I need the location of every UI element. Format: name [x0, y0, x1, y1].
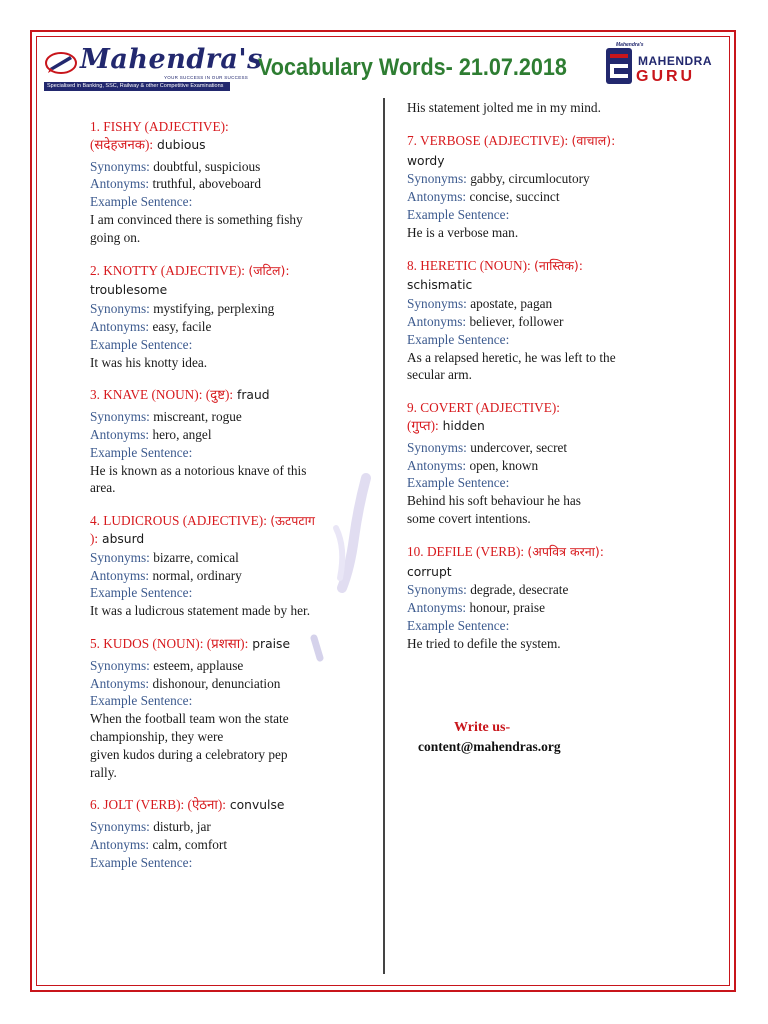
english-meaning: schismatic [407, 278, 473, 293]
entry-heading: 4. LUDICROUS (ADJECTIVE): (ऊटपटाग [90, 513, 315, 529]
brand-name: Mahendra's [80, 44, 263, 75]
antonyms-line: Antonyms: normal, ordinary [90, 567, 242, 583]
hindi-meaning: (गुप्त): [407, 417, 439, 433]
example-sentence: Behind his soft behaviour he has [407, 493, 581, 509]
vocab-entry [407, 399, 663, 528]
vocab-entry [407, 132, 663, 242]
example-label: Example Sentence: [407, 206, 510, 222]
entry-heading: 8. HERETIC (NOUN): (नास्तिक): [407, 257, 584, 273]
example-label: Example Sentence: [90, 194, 193, 210]
english-meaning: convulse [225, 798, 285, 813]
synonyms-line: Synonyms: disturb, jar [90, 819, 211, 835]
vocab-entry [90, 796, 372, 871]
left-column [90, 118, 372, 886]
brand-tagline: YOUR SUCCESS IN OUR SUCCESS [164, 75, 249, 80]
antonyms-line: Antonyms: calm, comfort [90, 836, 228, 852]
hindi-meaning: (ऊटपटाग [270, 513, 315, 529]
antonyms-line: Antonyms: concise, succinct [407, 189, 560, 205]
synonyms-line: Synonyms: bizarre, comical [90, 549, 239, 565]
hindi-meaning: (प्रशसा): [206, 635, 249, 651]
page-title: Vocabulary Words- 21.07.2018 [258, 54, 567, 81]
example-label: Example Sentence: [90, 444, 193, 460]
right-column [407, 99, 663, 668]
mahendra-guru-logo [602, 42, 712, 90]
vocab-entry [407, 257, 663, 385]
english-meaning: praise [248, 636, 291, 651]
example-sentence: going on. [90, 229, 141, 245]
hindi-meaning: (जटिल): [248, 262, 290, 278]
example-label: Example Sentence: [407, 331, 510, 347]
synonyms-line: Synonyms: undercover, secret [407, 439, 568, 455]
vocab-entry [407, 543, 663, 653]
entry-heading: 1. FISHY (ADJECTIVE): [90, 119, 229, 134]
example-sentence: It was his knotty idea. [90, 354, 208, 370]
example-sentence: He is a verbose man. [407, 224, 519, 240]
example-sentence: As a relapsed heretic, he was left to the [407, 349, 616, 365]
antonyms-line: Antonyms: hero, angel [90, 426, 212, 442]
example-sentence: secular arm. [407, 367, 472, 383]
hindi-meaning: (सदेहजनक): [90, 136, 154, 152]
brand-strip: Specialised in Banking, SSC, Railway & other Competitive Examinations [44, 82, 230, 91]
entry-heading: 7. VERBOSE (ADJECTIVE): (वाचाल): [407, 132, 616, 148]
example-sentence: area. [90, 480, 116, 496]
vocab-entry [90, 118, 372, 247]
example-sentence: given kudos during a celebratory pep [90, 746, 288, 762]
example-sentence: He is known as a notorious knave of this [90, 462, 307, 478]
example-label: Example Sentence: [90, 693, 193, 709]
entry-heading: 6. JOLT (VERB): (ऐठना): convulse [90, 797, 285, 813]
antonyms-line: Antonyms: dishonour, denunciation [90, 675, 281, 691]
example-sentence: When the football team won the state [90, 711, 289, 727]
antonyms-line: Antonyms: truthful, aboveboard [90, 176, 261, 192]
guru-logo-word1: MAHENDRA [638, 54, 712, 68]
synonyms-line: Synonyms: mystifying, perplexing [90, 301, 275, 317]
english-meaning: fraud [233, 388, 270, 403]
synonyms-line: Synonyms: miscreant, rogue [90, 409, 242, 425]
pen-nib-icon [44, 48, 78, 76]
mahendras-logo [44, 44, 263, 94]
contact-email[interactable]: content@mahendras.org [418, 739, 561, 754]
entry-heading: 10. DEFILE (VERB): (अपवित्र करना): [407, 543, 604, 559]
english-meaning: troublesome [90, 283, 168, 298]
entry-meaning-line [407, 417, 663, 436]
synonyms-line: Synonyms: degrade, desecrate [407, 582, 569, 598]
synonyms-line: Synonyms: gabby, circumlocutory [407, 171, 590, 187]
english-meaning: wordy [407, 153, 445, 168]
example-label: Example Sentence: [407, 475, 510, 491]
example-label: Example Sentence: [407, 617, 510, 633]
synonyms-line: Synonyms: doubtful, suspicious [90, 158, 261, 174]
example-sentence: I am convinced there is something fishy [90, 211, 303, 227]
hindi-meaning: (दुष्ट): [205, 387, 234, 403]
antonyms-line: Antonyms: honour, praise [407, 600, 545, 616]
example-sentence: championship, they were [90, 728, 224, 744]
example-sentence-continued: His statement jolted me in my mind. [407, 100, 601, 115]
example-sentence: rally. [90, 764, 117, 780]
english-meaning: dubious [153, 137, 206, 152]
vocab-entry [90, 262, 372, 372]
synonyms-line: Synonyms: apostate, pagan [407, 296, 553, 312]
example-sentence: It was a ludicrous statement made by her. [90, 603, 311, 619]
example-label: Example Sentence: [90, 336, 193, 352]
synonyms-line: Synonyms: esteem, applause [90, 657, 244, 673]
hindi-meaning: (वाचाल): [571, 132, 616, 148]
hindi-meaning: (ऐठना): [187, 797, 226, 813]
antonyms-line: Antonyms: believer, follower [407, 313, 564, 329]
vocab-entry [90, 512, 372, 620]
example-label: Example Sentence: [90, 854, 193, 870]
english-meaning: hidden [438, 418, 485, 433]
vocab-entry [90, 386, 372, 497]
example-sentence: some covert intentions. [407, 510, 531, 526]
hindi-meaning: (नास्तिक): [534, 257, 584, 273]
antonyms-line: Antonyms: open, known [407, 457, 539, 473]
entry-meaning-line: ): absurd [90, 530, 145, 546]
antonyms-line: Antonyms: easy, facile [90, 318, 212, 334]
entry-heading: 9. COVERT (ADJECTIVE): [407, 400, 560, 416]
guru-logo-top: Mahendra's [616, 42, 644, 48]
entry-heading: 5. KUDOS (NOUN): (प्रशसा): praise [90, 635, 291, 651]
english-meaning: corrupt [407, 564, 452, 579]
entry-heading: 3. KNAVE (NOUN): (दुष्ट): fraud [90, 387, 270, 403]
example-sentence: He tried to defile the system. [407, 635, 561, 651]
hindi-meaning: (अपवित्र करना): [527, 543, 604, 559]
vocab-entry [90, 635, 372, 781]
entry-heading: 2. KNOTTY (ADJECTIVE): (जटिल): [90, 262, 290, 278]
english-meaning: absurd [98, 531, 145, 546]
example-label: Example Sentence: [90, 585, 193, 601]
guru-logo-mark-icon [604, 46, 634, 86]
entry-meaning-line [90, 136, 372, 155]
write-us-label: Write us- [454, 720, 511, 735]
guru-logo-word2: GURU [636, 68, 696, 85]
